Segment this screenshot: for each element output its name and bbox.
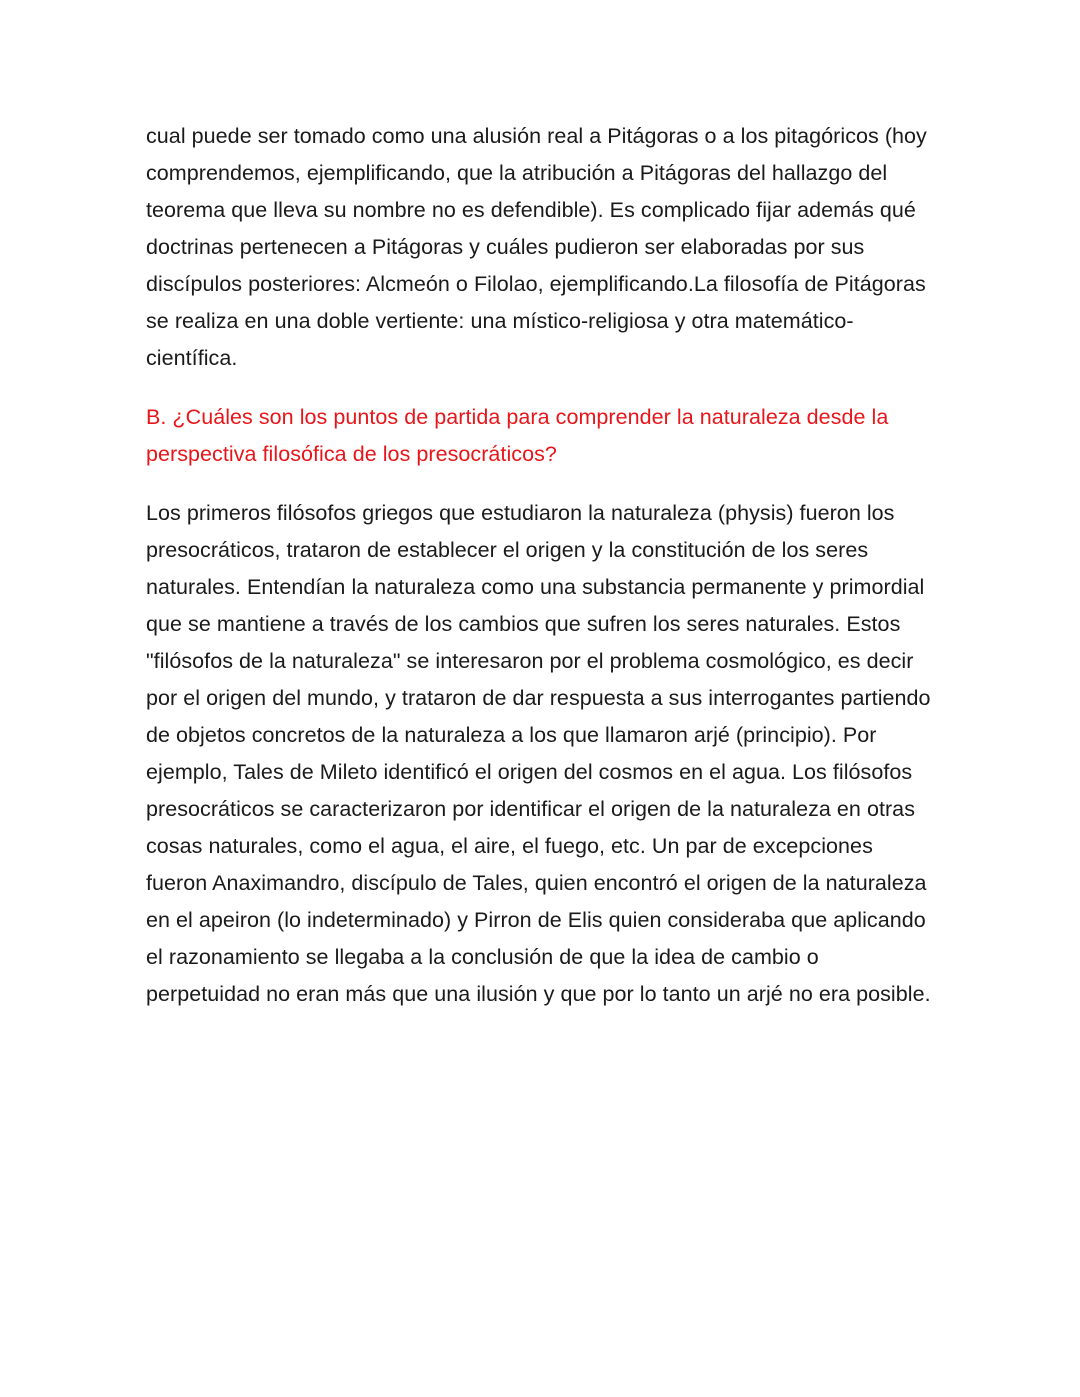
question-heading-b: B. ¿Cuáles son los puntos de partida para comprender la naturaleza desde la perspectiva filosófica de los presocráticos? bbox=[146, 405, 889, 466]
document-body bbox=[146, 118, 936, 1013]
paragraph-continued: cual puede ser tomado como una alusión real a Pitágoras o a los pitagóricos (hoy comprendemos, ejemplificando, que la atribución a Pitágoras del hallazgo del teorema que lleva su nombre no es defendible). Es complicado fijar además qué doctrinas pertenecen a Pitágoras y cuáles pudieron ser elaboradas por sus discípulos posteriores: Alcmeón o Filolao, ejemplificando.La filosofía de Pitágoras se realiza en una doble vertiente: una místico-religiosa y otra matemático-científica. bbox=[146, 124, 927, 370]
answer-paragraph-b: Los primeros filósofos griegos que estudiaron la naturaleza (physis) fueron los presocráticos, trataron de establecer el origen y la constitución de los seres naturales. Entendían la naturaleza como una substancia permanente y primordial que se mantiene a través de los cambios que sufren los seres naturales. Estos "filósofos de la naturaleza" se interesaron por el problema cosmológico, es decir por el origen del mundo, y trataron de dar respuesta a sus interrogantes partiendo de objetos concretos de la naturaleza a los que llamaron arjé (principio). Por ejemplo, Tales de Mileto identificó el origen del cosmos en el agua. Los filósofos presocráticos se caracterizaron por identificar el origen de la naturaleza en otras cosas naturales, como el agua, el aire, el fuego, etc. Un par de excepciones fueron Anaximandro, discípulo de Tales, quien encontró el origen de la naturaleza en el apeiron (lo indeterminado) y Pirron de Elis quien consideraba que aplicando el razonamiento se llegaba a la conclusión de que la idea de cambio o perpetuidad no eran más que una ilusión y que por lo tanto un arjé no era posible. bbox=[146, 501, 931, 1006]
